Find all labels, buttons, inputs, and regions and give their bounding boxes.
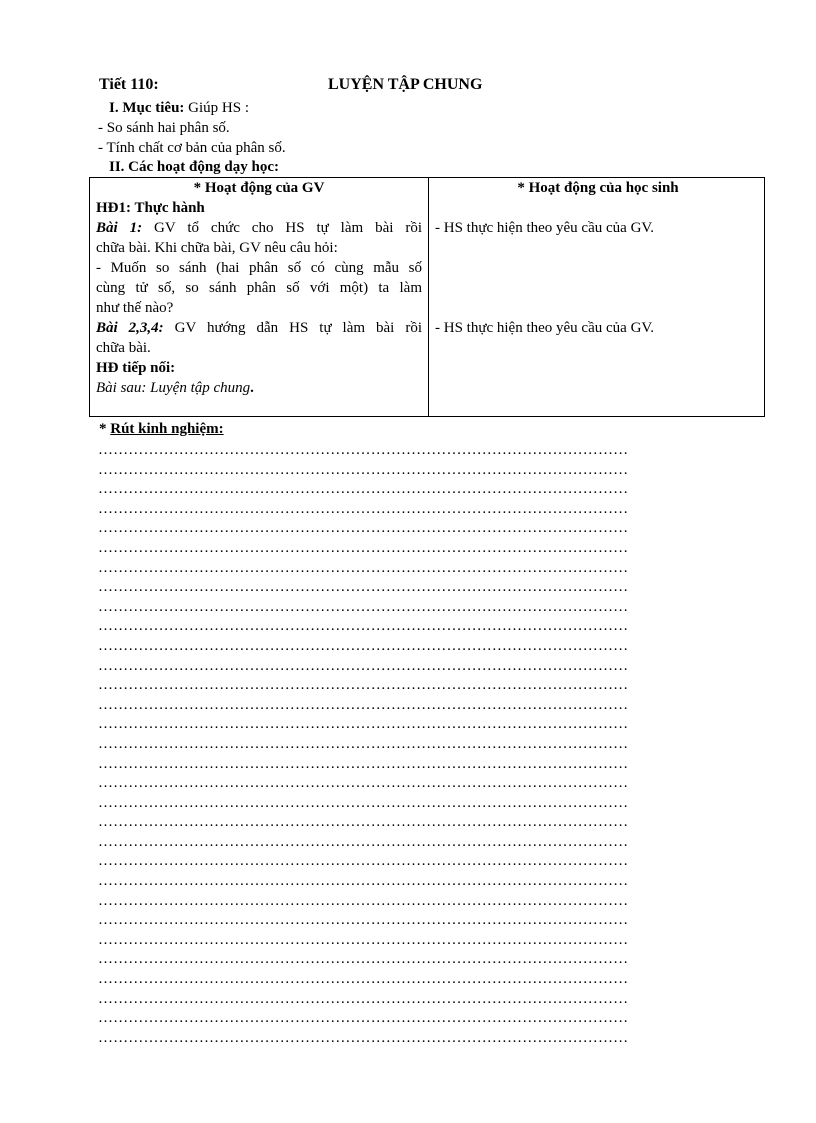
dotted-writing-line: …………………………………………………………………………………………… — [98, 814, 629, 831]
dotted-writing-line: …………………………………………………………………………………………… — [98, 579, 629, 596]
exercise-2-text: GV hướng dẫn HS tự làm bài rồi — [163, 320, 422, 336]
teacher-column-header: * Hoạt động của GV — [193, 180, 325, 196]
dotted-writing-line: …………………………………………………………………………………………… — [98, 794, 629, 811]
next-activity-line — [96, 378, 422, 398]
student-response: - HS thực hiện theo yêu cầu của GV. — [435, 320, 655, 336]
dotted-writing-line: …………………………………………………………………………………………… — [98, 696, 629, 713]
dotted-writing-line: …………………………………………………………………………………………… — [98, 833, 629, 850]
reflection-label: Rút kinh nghiệm: — [110, 421, 224, 437]
exercise-2-line — [96, 318, 422, 338]
dotted-writing-line: …………………………………………………………………………………………… — [98, 598, 629, 615]
dotted-writing-line: …………………………………………………………………………………………… — [98, 912, 629, 929]
column-divider — [428, 178, 429, 416]
objectives-heading — [109, 99, 249, 118]
dotted-writing-line: …………………………………………………………………………………………… — [98, 755, 629, 772]
dotted-writing-line: …………………………………………………………………………………………… — [98, 461, 629, 478]
dotted-writing-line: …………………………………………………………………………………………… — [98, 520, 629, 537]
teacher-column — [96, 178, 422, 398]
student-response: - HS thực hiện theo yêu cầu của GV. — [435, 220, 655, 236]
objectives-label: I. Mục tiêu: — [109, 100, 185, 116]
dotted-writing-line: …………………………………………………………………………………………… — [98, 951, 629, 968]
objective-item: - Tính chất cơ bản của phân số. — [98, 140, 286, 156]
activity-table — [89, 177, 765, 417]
dotted-writing-line: …………………………………………………………………………………………… — [98, 1029, 629, 1046]
next-lesson-period: . — [250, 380, 254, 396]
dotted-writing-line: …………………………………………………………………………………………… — [98, 1010, 629, 1027]
exercise-1-label: Bài 1: — [96, 220, 143, 236]
objectives-intro: Giúp HS : — [184, 100, 249, 116]
exercise-1-line — [96, 218, 422, 238]
reflection-star: * — [99, 421, 111, 437]
exercise-2-line: chữa bài. — [96, 340, 151, 356]
section-title: HĐ1: Thực hành — [96, 200, 205, 216]
lesson-title: LUYỆN TẬP CHUNG — [328, 76, 483, 93]
exercise-1-line: chữa bài. Khi chữa bài, GV nêu câu hỏi: — [96, 240, 338, 256]
exercise-1-line: như thế nào? — [96, 300, 174, 316]
reflection-heading — [99, 419, 224, 439]
dotted-writing-line: …………………………………………………………………………………………… — [98, 990, 629, 1007]
dotted-writing-line: …………………………………………………………………………………………… — [98, 637, 629, 654]
dotted-writing-line: …………………………………………………………………………………………… — [98, 892, 629, 909]
dotted-writing-line: …………………………………………………………………………………………… — [98, 971, 629, 988]
student-column — [435, 178, 761, 338]
activities-heading: II. Các hoạt động dạy học: — [109, 159, 280, 175]
exercise-1-line: cùng tử số, so sánh phân số với một) ta làm — [96, 280, 422, 296]
dotted-writing-line: …………………………………………………………………………………………… — [98, 539, 629, 556]
dotted-writing-line: …………………………………………………………………………………………… — [98, 735, 629, 752]
dotted-writing-line: …………………………………………………………………………………………… — [98, 442, 629, 458]
dotted-writing-line: …………………………………………………………………………………………… — [98, 618, 629, 635]
dotted-writing-line: …………………………………………………………………………………………… — [98, 931, 629, 948]
exercise-2-label: Bài 2,3,4: — [96, 320, 164, 336]
dotted-writing-line: …………………………………………………………………………………………… — [98, 853, 629, 870]
objective-item: - So sánh hai phân số. — [98, 120, 230, 136]
lesson-number: Tiết 110: — [99, 76, 159, 93]
reflection-lines — [98, 441, 743, 1048]
dotted-writing-line: …………………………………………………………………………………………… — [98, 657, 629, 674]
student-column-header: * Hoạt động của học sinh — [517, 180, 679, 196]
dotted-writing-line: …………………………………………………………………………………………… — [98, 500, 629, 517]
next-activity-title: HĐ tiếp nối: — [96, 360, 176, 376]
dotted-writing-line: …………………………………………………………………………………………… — [98, 775, 629, 792]
dotted-writing-line: …………………………………………………………………………………………… — [98, 677, 629, 694]
dotted-writing-line: …………………………………………………………………………………………… — [98, 873, 629, 890]
exercise-1-text: GV tổ chức cho HS tự làm bài rồi — [142, 220, 422, 236]
exercise-1-line: - Muốn so sánh (hai phân số có cùng mẫu số — [96, 260, 422, 276]
dotted-writing-line: …………………………………………………………………………………………… — [98, 559, 629, 576]
dotted-writing-line: …………………………………………………………………………………………… — [98, 481, 629, 498]
title-row — [99, 76, 739, 98]
dotted-writing-line: …………………………………………………………………………………………… — [98, 716, 629, 733]
next-lesson-text: Bài sau: Luyện tập chung — [96, 380, 251, 396]
